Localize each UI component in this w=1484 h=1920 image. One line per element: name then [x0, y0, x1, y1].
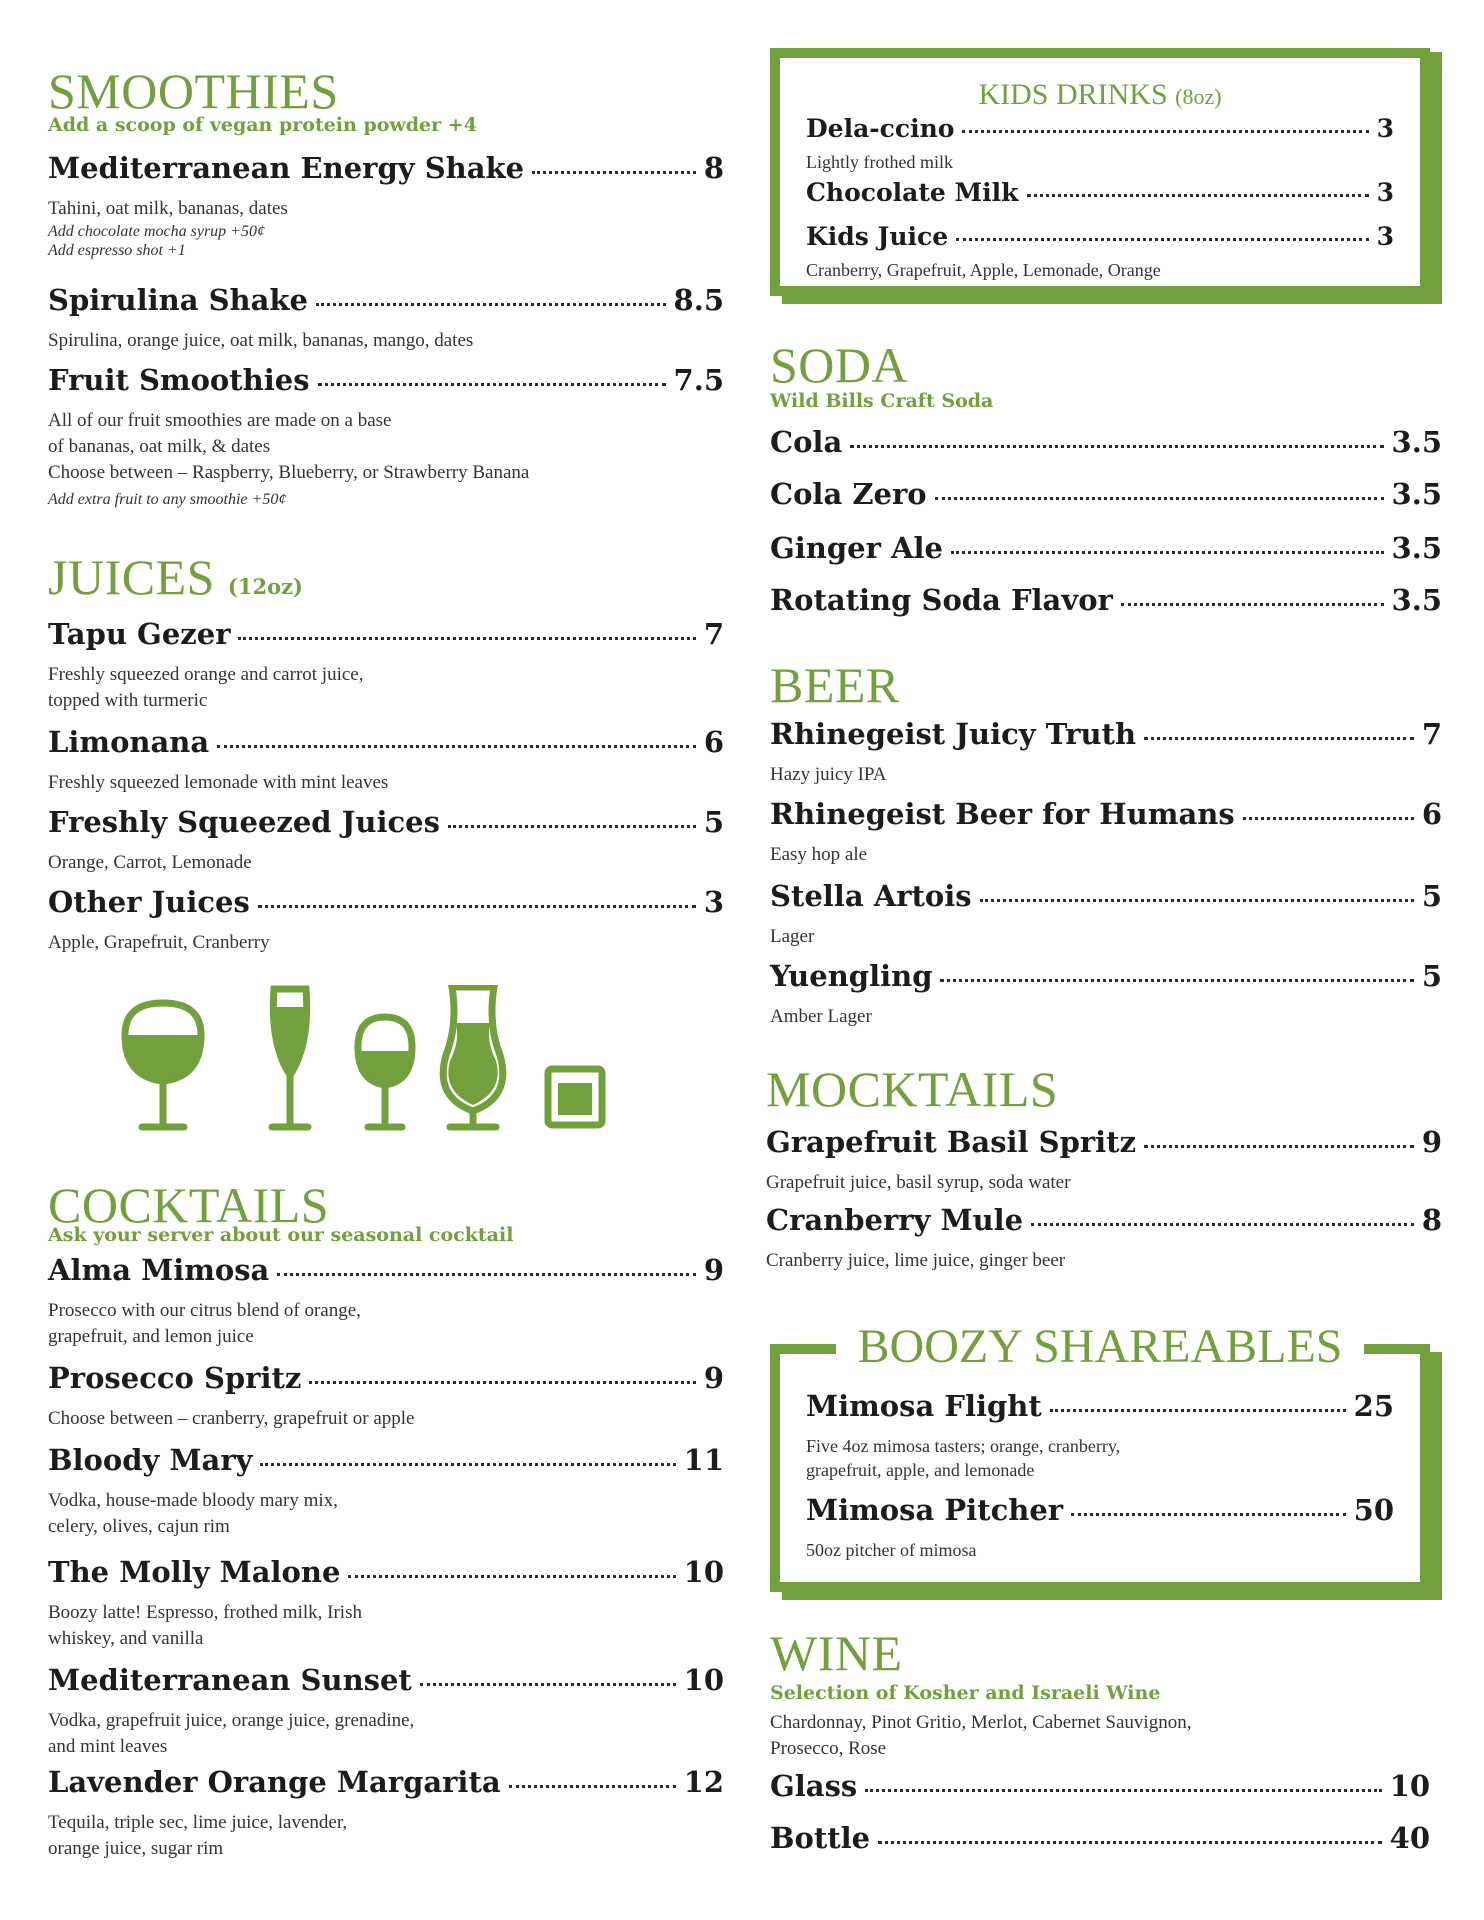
menu-item [806, 224, 1394, 282]
item-price: 7.5 [673, 363, 724, 397]
desc-line: whiskey, and vanilla [48, 1628, 204, 1649]
leader-dots [318, 383, 666, 386]
menu-item [770, 879, 1442, 950]
leader-dots [1031, 1223, 1414, 1226]
leader-dots [348, 1575, 675, 1578]
leader-dots [1027, 194, 1369, 197]
mocktails-title: MOCKTAILS [766, 1061, 1059, 1117]
item-name: Cola [770, 425, 843, 459]
item-name: Yuengling [770, 959, 933, 993]
item-description: Apple, Grapefruit, Cranberry [48, 932, 270, 953]
menu-item [48, 1555, 724, 1652]
item-price: 50 [1353, 1493, 1394, 1527]
item-description: Orange, Carrot, Lemonade [48, 852, 252, 873]
menu-item [48, 1253, 724, 1350]
leader-dots [980, 899, 1414, 902]
item-price: 25 [1353, 1389, 1394, 1423]
item-price: 5 [703, 805, 724, 839]
menu-item [48, 363, 724, 509]
item-price: 9 [703, 1253, 724, 1287]
menu-item [48, 1361, 724, 1432]
beer-title: BEER [770, 657, 900, 713]
leader-dots [940, 979, 1413, 982]
item-price: 6 [1421, 797, 1442, 831]
item-name: Mediterranean Sunset [48, 1663, 412, 1697]
item-name: Rhinegeist Beer for Humans [770, 797, 1235, 831]
item-description: Cranberry, Grapefruit, Apple, Lemonade, Orange [806, 260, 1161, 280]
menu-item [806, 116, 1394, 174]
desc-line: topped with turmeric [48, 690, 208, 711]
menu-item [770, 1821, 1430, 1864]
item-description [48, 1488, 724, 1540]
item-price: 8 [1421, 1203, 1442, 1237]
desc-line: Freshly squeezed orange and carrot juice, [48, 664, 364, 685]
leader-dots [509, 1785, 676, 1788]
item-note: Add chocolate mocha syrup +50¢ [48, 223, 265, 240]
menu-item [48, 725, 724, 796]
item-description [48, 1600, 724, 1652]
desc-line: of bananas, oat milk, & dates [48, 436, 271, 457]
menu-item [766, 1125, 1442, 1196]
hurricane-glass-icon [443, 987, 503, 1127]
item-name: Rhinegeist Juicy Truth [770, 717, 1137, 751]
menu-item [48, 885, 724, 956]
item-description: Tahini, oat milk, bananas, dates [48, 198, 288, 219]
item-note: Add extra fruit to any smoothie +50¢ [48, 491, 287, 508]
leader-dots [532, 171, 696, 174]
menu-item [770, 1769, 1430, 1812]
item-price: 7 [1421, 717, 1442, 751]
menu-item [48, 1443, 724, 1540]
leader-dots [309, 1381, 695, 1384]
soda-title: SODA [770, 337, 909, 393]
leader-dots [935, 497, 1384, 500]
shareables-box [770, 1320, 1430, 1592]
leader-dots [316, 303, 666, 306]
desc-line: Prosecco, Rose [770, 1738, 887, 1759]
menu-item [48, 1765, 724, 1862]
item-price: 10 [683, 1555, 724, 1589]
item-name: Cranberry Mule [766, 1203, 1024, 1237]
item-price: 10 [1389, 1769, 1430, 1803]
rocks-glass-icon [548, 1069, 602, 1125]
item-name: Rotating Soda Flavor [770, 583, 1113, 617]
smoothies-subtitle: Add a scoop of vegan protein powder +4 [48, 114, 477, 136]
menu-item [806, 1389, 1394, 1482]
soda-subtitle: Wild Bills Craft Soda [770, 390, 994, 412]
menu-item [770, 425, 1442, 468]
item-name: Freshly Squeezed Juices [48, 805, 440, 839]
item-name: Tapu Gezer [48, 617, 231, 651]
menu-item [48, 283, 724, 354]
leader-dots [217, 745, 696, 748]
wine-description [770, 1710, 1191, 1762]
leader-dots [1144, 737, 1414, 740]
item-name: Spirulina Shake [48, 283, 308, 317]
menu-item [48, 805, 724, 876]
item-price: 3.5 [1391, 531, 1442, 565]
menu-item [770, 531, 1442, 574]
leader-dots [951, 551, 1384, 554]
item-description: Lightly frothed milk [806, 152, 953, 172]
item-description: Amber Lager [770, 1006, 872, 1027]
item-price: 3 [1376, 222, 1394, 251]
kids-drinks-box [770, 48, 1430, 296]
item-name: Chocolate Milk [806, 178, 1019, 207]
item-price: 5 [1421, 959, 1442, 993]
menu-item [48, 617, 724, 714]
leader-dots [260, 1463, 675, 1466]
item-description: Choose between – cranberry, grapefruit or apple [48, 1408, 415, 1429]
item-name: Bloody Mary [48, 1443, 253, 1477]
item-price: 5 [1421, 879, 1442, 913]
item-price: 8 [703, 151, 724, 185]
item-name: Kids Juice [806, 222, 949, 251]
item-name: Mimosa Flight [806, 1389, 1042, 1423]
item-price: 9 [1421, 1125, 1442, 1159]
item-name: Glass [770, 1769, 858, 1803]
item-description: Grapefruit juice, basil syrup, soda water [766, 1172, 1071, 1193]
item-name: Ginger Ale [770, 531, 943, 565]
menu-item [770, 797, 1442, 868]
juices-title-text: JUICES [48, 549, 215, 605]
item-price: 12 [683, 1765, 724, 1799]
item-price: 8.5 [673, 283, 724, 317]
menu-item [770, 583, 1442, 626]
item-note: Add espresso shot +1 [48, 242, 186, 259]
item-price: 3.5 [1391, 477, 1442, 511]
item-name: Limonana [48, 725, 210, 759]
item-price: 9 [703, 1361, 724, 1395]
item-name: Other Juices [48, 885, 250, 919]
menu-item [806, 1493, 1394, 1562]
desc-line: Tequila, triple sec, lime juice, lavender, [48, 1812, 348, 1833]
desc-line: and mint leaves [48, 1736, 168, 1757]
wine-subtitle: Selection of Kosher and Israeli Wine [770, 1682, 1161, 1704]
desc-line: Chardonnay, Pinot Gritio, Merlot, Cabernet Sauvignon, [770, 1712, 1192, 1733]
wine-glass-icon [125, 1003, 201, 1127]
item-price: 11 [683, 1443, 724, 1477]
item-description [48, 1298, 724, 1350]
juices-size: (12oz) [227, 574, 303, 599]
item-name: Stella Artois [770, 879, 972, 913]
desc-line: Prosecco with our citrus blend of orange, [48, 1300, 361, 1321]
leader-dots [1243, 817, 1414, 820]
leader-dots [420, 1683, 676, 1686]
item-name: Fruit Smoothies [48, 363, 310, 397]
desc-line: Choose between – Raspberry, Blueberry, or Strawberry Banana [48, 462, 530, 483]
leader-dots [238, 637, 695, 640]
desc-line: Boozy latte! Espresso, frothed milk, Irish [48, 1602, 362, 1623]
kids-title [780, 80, 1420, 110]
item-description: Lager [770, 926, 815, 947]
item-description: Spirulina, orange juice, oat milk, bananas, mango, dates [48, 330, 474, 351]
desc-line: All of our fruit smoothies are made on a base [48, 410, 392, 431]
item-description: Hazy juicy IPA [770, 764, 887, 785]
kids-size: (8oz) [1175, 84, 1222, 109]
item-name: Mimosa Pitcher [806, 1493, 1064, 1527]
item-name: Mediterranean Energy Shake [48, 151, 525, 185]
leader-dots [448, 825, 696, 828]
leader-dots [258, 905, 696, 908]
menu-item [48, 1663, 724, 1760]
desc-line: grapefruit, apple, and lemonade [806, 1460, 1035, 1480]
cocktails-subtitle: Ask your server about our seasonal cocktail [48, 1224, 514, 1246]
item-name: The Molly Malone [48, 1555, 341, 1589]
leader-dots [1121, 603, 1384, 606]
desc-line: Vodka, grapefruit juice, orange juice, grenadine, [48, 1710, 415, 1731]
item-name: Alma Mimosa [48, 1253, 270, 1287]
menu-item [48, 151, 724, 260]
small-wine-glass-icon [358, 1017, 412, 1127]
item-price: 7 [703, 617, 724, 651]
item-price: 3 [703, 885, 724, 919]
champagne-flute-icon [272, 989, 308, 1127]
leader-dots [956, 238, 1368, 241]
wine-title: WINE [770, 1625, 903, 1681]
item-name: Prosecco Spritz [48, 1361, 302, 1395]
drinkware-illustration [100, 985, 620, 1135]
item-name: Lavender Orange Margarita [48, 1765, 501, 1799]
desc-line: Vodka, house-made bloody mary mix, [48, 1490, 338, 1511]
item-description [48, 1708, 724, 1760]
juices-title [48, 549, 303, 605]
menu-item [770, 959, 1442, 1030]
leader-dots [865, 1789, 1381, 1792]
menu-item [766, 1203, 1442, 1274]
item-description: 50oz pitcher of mimosa [806, 1540, 977, 1560]
menu-item [770, 717, 1442, 788]
item-description [806, 1434, 1394, 1482]
item-description: Cranberry juice, lime juice, ginger beer [766, 1250, 1066, 1271]
item-description [48, 408, 724, 486]
desc-line: celery, olives, cajun rim [48, 1516, 230, 1537]
cocktails-title: COCKTAILS [48, 1177, 330, 1233]
item-name: Grapefruit Basil Spritz [766, 1125, 1137, 1159]
leader-dots [1144, 1145, 1414, 1148]
item-description [48, 662, 724, 714]
item-price: 3.5 [1391, 425, 1442, 459]
desc-line: Five 4oz mimosa tasters; orange, cranberry, [806, 1436, 1121, 1456]
leader-dots [277, 1273, 695, 1276]
item-price: 3 [1376, 114, 1394, 143]
item-price: 40 [1389, 1821, 1430, 1855]
item-price: 10 [683, 1663, 724, 1697]
shareables-title-wrap [780, 1322, 1420, 1372]
item-price: 3 [1376, 178, 1394, 207]
item-description: Easy hop ale [770, 844, 868, 865]
item-description [48, 1810, 724, 1862]
item-name: Bottle [770, 1821, 871, 1855]
leader-dots [1071, 1513, 1346, 1516]
desc-line: orange juice, sugar rim [48, 1838, 224, 1859]
shareables-title: BOOZY SHAREABLES [836, 1322, 1365, 1372]
leader-dots [850, 445, 1383, 448]
kids-title-text: KIDS DRINKS [978, 78, 1168, 111]
leader-dots [962, 130, 1368, 133]
menu-item [806, 180, 1394, 214]
item-name: Cola Zero [770, 477, 927, 511]
menu-item [770, 477, 1442, 520]
item-price: 3.5 [1391, 583, 1442, 617]
leader-dots [878, 1841, 1382, 1844]
smoothies-title: SMOOTHIES [48, 63, 339, 119]
desc-line: grapefruit, and lemon juice [48, 1326, 254, 1347]
item-description: Freshly squeezed lemonade with mint leaves [48, 772, 389, 793]
leader-dots [1050, 1409, 1346, 1412]
item-price: 6 [703, 725, 724, 759]
item-name: Dela-ccino [806, 114, 955, 143]
